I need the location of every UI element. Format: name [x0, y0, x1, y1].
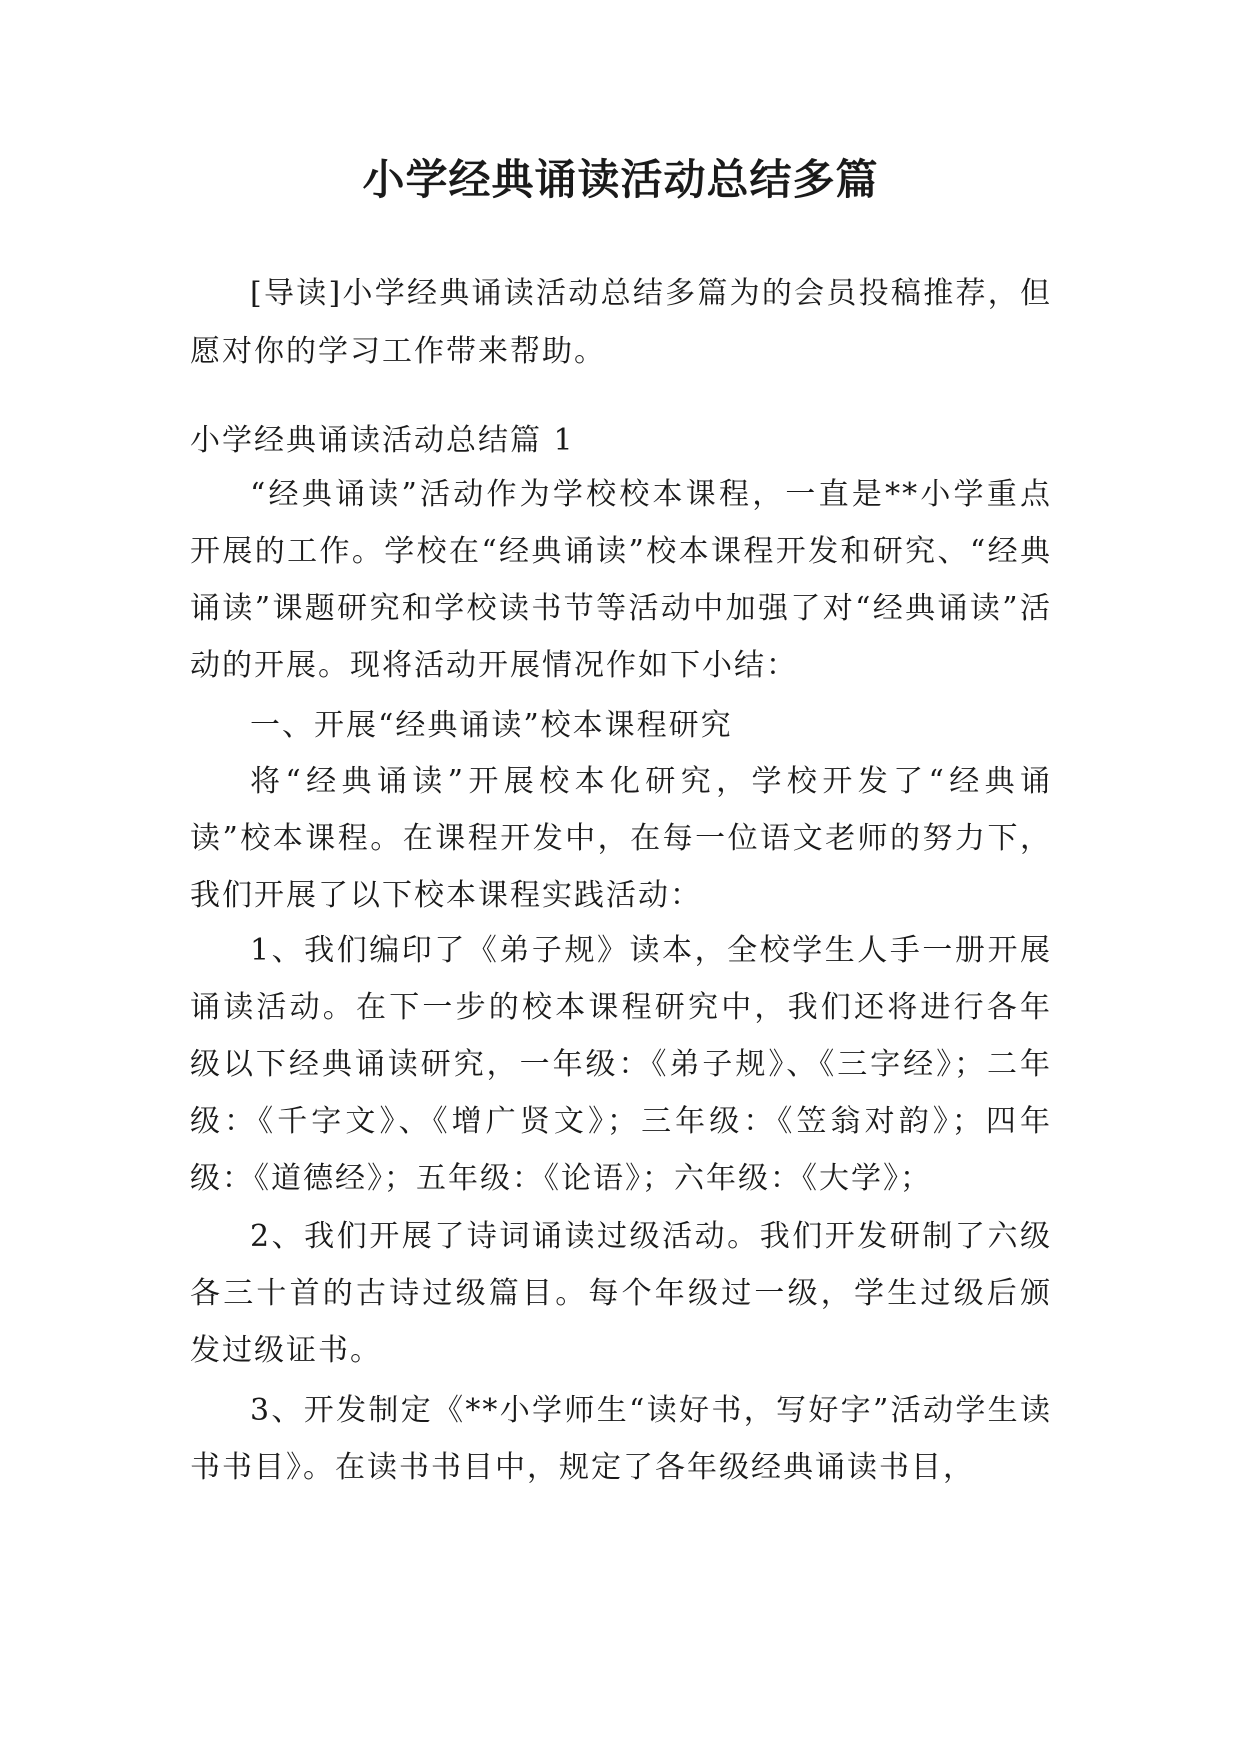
list-item: 2、我们开展了诗词诵读过级活动。我们开发研制了六级各三十首的古诗过级篇目。每个年级过一级，学生过级后颁发过级证书。: [190, 1219, 1052, 1368]
list-item: 3、开发制定《**小学师生“读好书，写好字”活动学生读书书目》。在读书书目中，规定了各年级经典诵读书目，: [190, 1393, 1052, 1485]
list-item: 1、我们编印了《弟子规》读本，全校学生人手一册开展诵读活动。在下一步的校本课程研究中，我们还将进行各年级以下经典诵读研究，一年级：《弟子规》、《三字经》；二年级：《千字文》、《增广贤文》；三年级：《笠翁对韵》；四年级：《道德经》；五年级：《论语》；六年级：《大学》；: [190, 933, 1052, 1196]
body-paragraph: “经典诵读”活动作为学校校本课程，一直是**小学重点开展的工作。学校在“经典诵读”校本课程开发和研究、“经典诵读”课题研究和学校读书节等活动中加强了对“经典诵读”活动的开展。现将活动开展情况作如下小结：: [190, 477, 1052, 683]
subsection-heading: 一、开展“经典诵读”校本课程研究: [250, 708, 733, 743]
body-paragraph: 将“经典诵读”开展校本化研究，学校开发了“经典诵读”校本课程。在课程开发中，在每一位语文老师的努力下，我们开展了以下校本课程实践活动：: [190, 764, 1052, 913]
document-title: 小学经典诵读活动总结多篇: [362, 155, 879, 204]
section-heading: 小学经典诵读活动总结篇 1: [190, 423, 575, 458]
intro-paragraph: [导读]小学经典诵读活动总结多篇为的会员投稿推荐，但愿对你的学习工作带来帮助。: [190, 276, 1052, 369]
